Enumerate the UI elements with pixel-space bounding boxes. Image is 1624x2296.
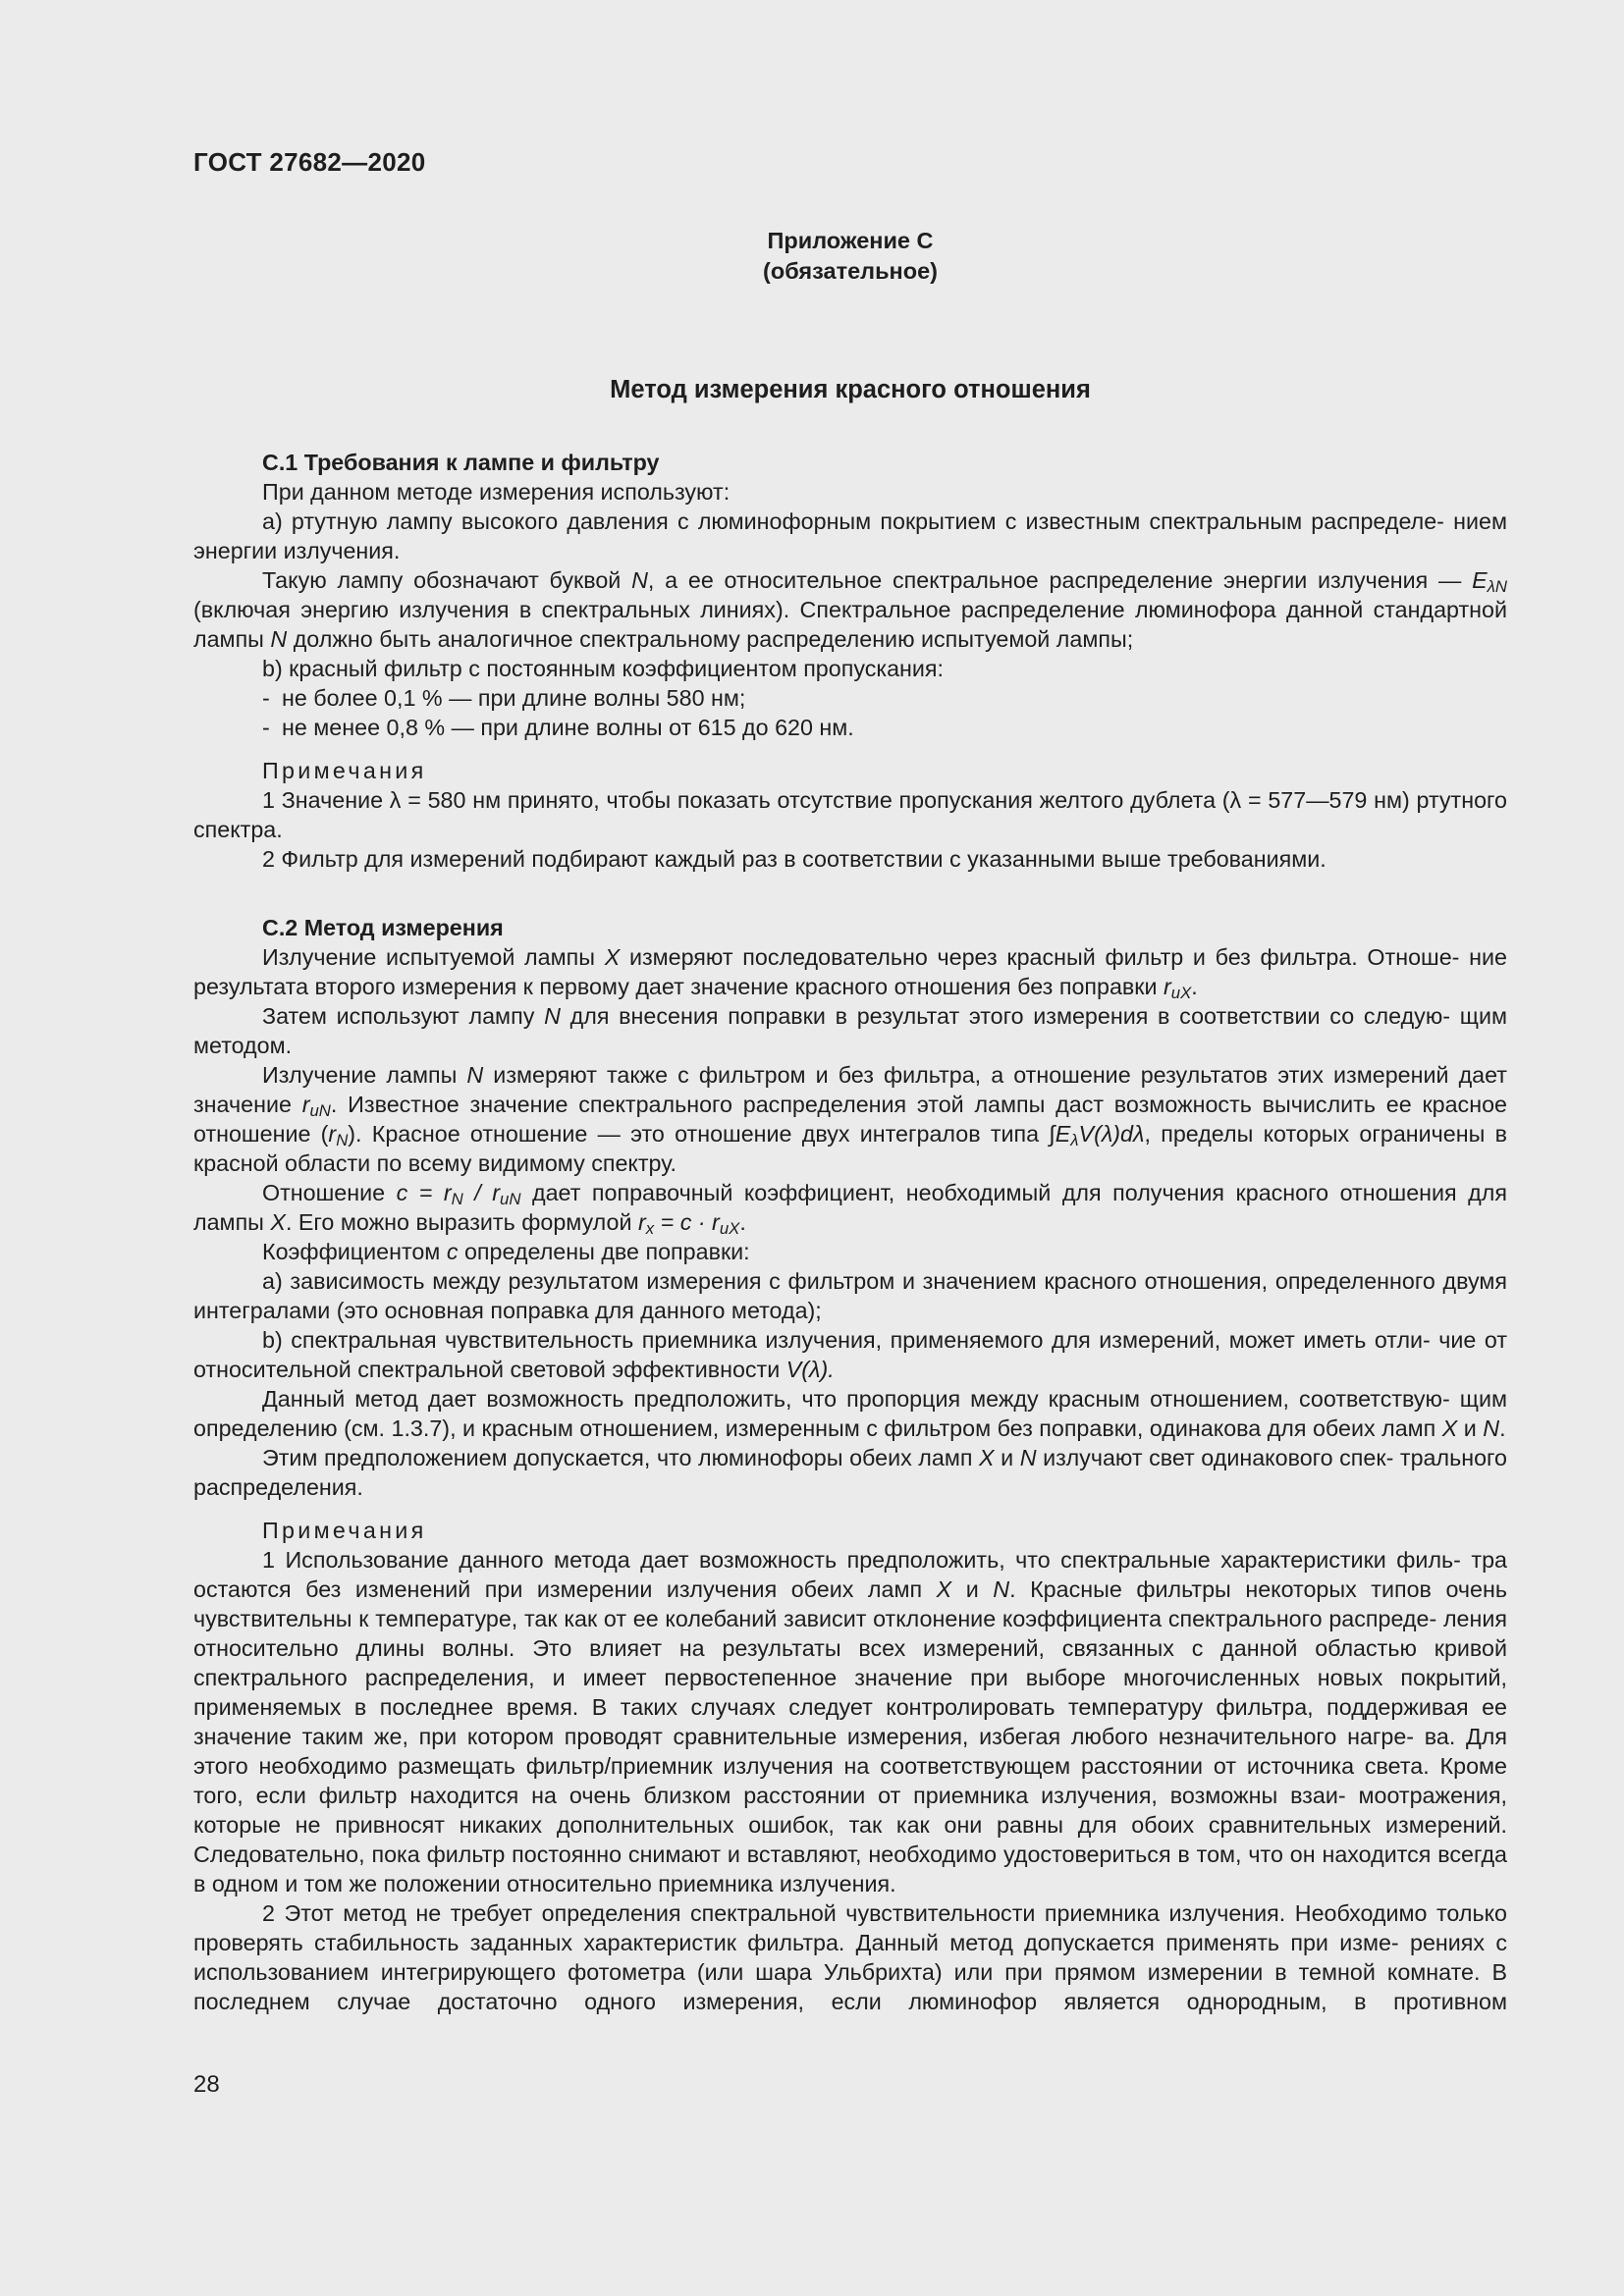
annex-status: (обязательное) bbox=[763, 258, 938, 284]
paragraph: Затем используют лампу N для внесения поправки в результат этого измерения в соответствии со следую- щим методом. bbox=[193, 1003, 1507, 1058]
note: 1 Использование данного метода дает возможность предположить, что спектральные характеристики филь- тра остаются без изменений при измерении излучения обеих ламп X и N. Красные фильтры некоторых типов очень чувствительны к температуре, так как от ее колебаний зависит отклонение коэффициента спектрального распреде- ления относительно длины волны. Это влияет на результаты всех измерений, связанных с данной областью кривой спектрального распределения, и имеет первостепенное значение при выборе многочисленных новых покрытий, применяемых в последнее время. В таких случаях следует контролировать температуру фильтра, поддерживая ее значение таким же, при котором проводят сравнительные измерения, избегая любого незначительного нагре- ва. Для этого необходимо размещать фильтр/приемник излучения на соответствующем расстоянии от источника света. Кроме того, если фильтр находится на очень близком расстоянии от приемника излучения, возможны взаи- моотражения, которые не привносят никаких дополнительных ошибок, так как они равны для обоих сравнительных измерений. Следовательно, пока фильтр постоянно снимают и вставляют, необходимо удостовериться в том, что он находится всегда в одном и том же положении относительно приемника излучения. bbox=[193, 1547, 1508, 1896]
document-code: ГОСТ 27682—2020 bbox=[193, 147, 426, 177]
note: 2 Фильтр для измерений подбирают каждый раз в соответствии с указанными выше требованиями. bbox=[262, 846, 1326, 872]
annex-title: Приложение С bbox=[767, 228, 934, 253]
section-c2-heading: С.2 Метод измерения bbox=[262, 915, 504, 940]
list-item-b: b) красный фильтр с постоянным коэффициентом пропускания: bbox=[262, 656, 945, 681]
list-item-a: а) ртутную лампу высокого давления с люминофорным покрытием с известным спектральным распределе- нием энергии излучения. bbox=[193, 508, 1507, 563]
paragraph: Излучение испытуемой лампы X измеряют последовательно через красный фильтр и без фильтра. Отноше- ние результата второго измерения к первому дает значение красного отношения без поправки $r_{uX}$. bbox=[193, 944, 1507, 1002]
paragraph: Данный метод дает возможность предположить, что пропорция между красным отношением, соответствую- щим определению (см. 1.3.7), и красным отношением, измеренным с фильтром без поправки, одинакова для обеих ламп X и N. bbox=[193, 1386, 1507, 1441]
paragraph: Отношение $c = r_N / r_{uN}$ дает поправочный коэффициент, необходимый для получения красного отношения для лампы X. Его можно выразить формулой $r_x = c \cdot r_{uX}$. bbox=[193, 1180, 1507, 1238]
list-item: - не менее 0,8 % — при длине волны от 615 до 620 нм. bbox=[262, 715, 854, 740]
paragraph: Коэффициентом с определены две поправки: bbox=[262, 1239, 750, 1264]
note: 1 Значение λ = 580 нм принято, чтобы показать отсутствие пропускания желтого дублета (λ = 577—579 нм) ртутного спектра. bbox=[193, 787, 1507, 842]
page-number: 28 bbox=[193, 2071, 220, 2098]
annex-header bbox=[193, 226, 1507, 287]
paragraph: Излучение лампы N измеряют также с фильтром и без фильтра, а отношение результатов этих измерений дает значение $r_{uN}$. Известное значение спектрального распределения этой лампы даст возможность вычислить ее красное отношение $(r_N)$. Красное отношение — это отношение двух интегралов типа $\int E_\lambda V(\lambda)d\lambda$, пределы которых ограничены в красной области по всему видимому спектру. bbox=[193, 1062, 1507, 1176]
notes-heading: Примечания bbox=[262, 758, 427, 783]
paragraph: Этим предположением допускается, что люминофоры обеих ламп X и N излучают свет одинакового спек- трального распределения. bbox=[193, 1445, 1507, 1500]
method-title: Метод измерения красного отношения bbox=[610, 376, 1091, 403]
section-c1-heading: С.1 Требования к лампе и фильтру bbox=[262, 450, 660, 475]
list-item-b: b) спектральная чувствительность приемника излучения, применяемого для измерений, может иметь отли- чие от относительной спектральной световой эффективности V(λ). bbox=[193, 1327, 1507, 1382]
notes-heading: Примечания bbox=[262, 1518, 427, 1543]
note: 2 Этот метод не требует определения спектральной чувствительности приемника излучения. Необходимо только проверять стабильность заданных характеристик фильтра. Данный метод допускается применять при изме- рениях с использованием интегрирующего фотометра (или шара Ульбрихта) или при прямом измерении в темной комнате. В последнем случае достаточно одного измерения, если люминофор является однородным, в противном bbox=[193, 1900, 1507, 2014]
list-item: - не более 0,1 % — при длине волны 580 нм; bbox=[262, 685, 746, 711]
paragraph-lamp: Такую лампу обозначают буквой N, а ее относительное спектральное распределение энергии излучения — $E_{\lambda N}$ (включая энергию излучения в спектральных линиях). Спектральное распределение люминофора данной стандартной лампы N должно быть аналогичное спектральному распределению испытуемой лампы; bbox=[193, 567, 1507, 652]
paragraph: При данном методе измерения используют: bbox=[262, 479, 731, 505]
page-content bbox=[193, 226, 1507, 2016]
list-item-a: а) зависимость между результатом измерения с фильтром и значением красного отношения, определенного двумя интегралами (это основная поправка для данного метода); bbox=[193, 1268, 1507, 1323]
